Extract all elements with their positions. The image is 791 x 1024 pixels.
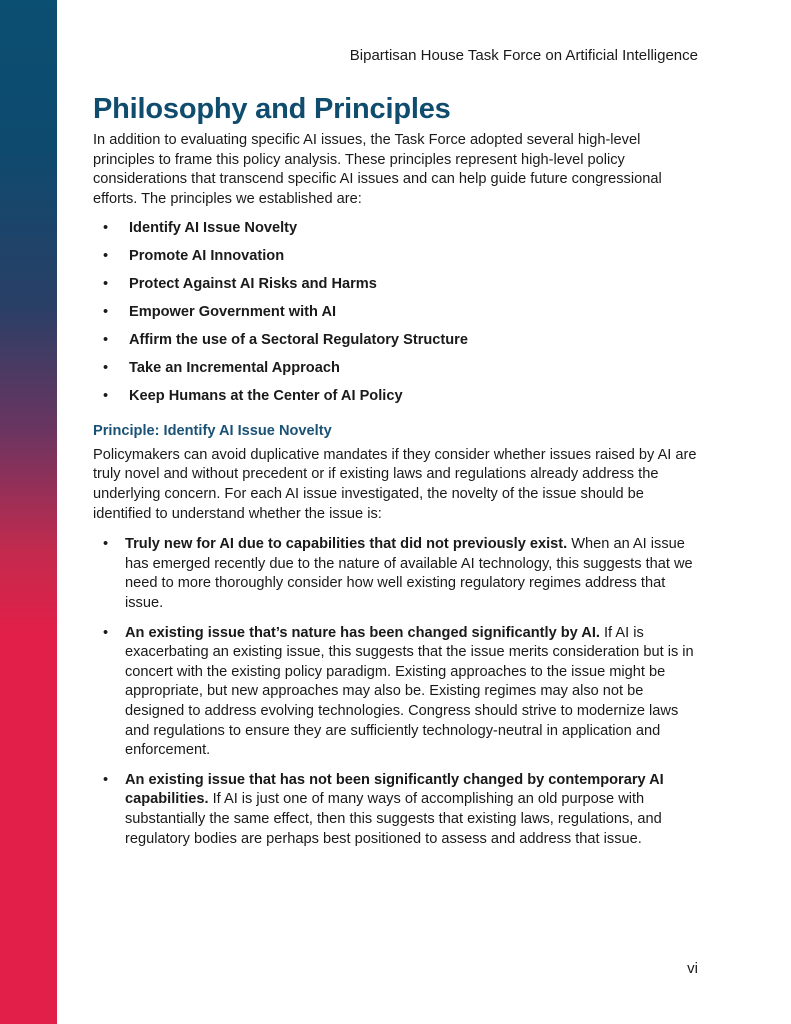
principle-item: • Empower Government with AI — [93, 303, 699, 323]
principle-item: • Affirm the use of a Sectoral Regulatory Structure — [93, 331, 699, 351]
novelty-list — [93, 535, 699, 849]
novelty-item-lead: An existing issue that has not been significantly changed by contemporary AI capabilities. — [125, 771, 664, 808]
novelty-item-text: If AI is just one of many ways of accomplishing an old purpose with substantially the same effect, then this suggests that existing laws, regulations, and regulatory bodies are perhaps best positioned to assess and address that issue. — [125, 791, 662, 847]
section-title: Philosophy and Principles — [93, 93, 451, 125]
novelty-item-text: If AI is exacerbating an existing issue, this suggests that the issue merits consideration but is in concert with the existing policy paradigm. Existing approaches to the issue might be appropriate, but new approaches may also be. Existing regimes may also not be designed to address evolving technologies. Congress should strive to modernize laws and regulations to ensure they are sufficiently technology-neutral in application and enforcement. — [125, 624, 694, 759]
subsection-body: Policymakers can avoid duplicative mandates if they consider whether issues raised by AI are truly novel and without precedent or if existing laws and regulations already address the underlying concern. For each AI issue investigated, the novelty of the issue should be identified to understand whether the issue is: — [93, 446, 697, 522]
novelty-item — [93, 535, 699, 613]
principle-item: • Identify AI Issue Novelty — [93, 219, 699, 239]
novelty-item-lead: Truly new for AI due to capabilities that did not previously exist. — [125, 536, 568, 553]
novelty-item — [93, 624, 699, 761]
subsection-title: Principle: Identify AI Issue Novelty — [93, 422, 332, 439]
decorative-sidebar-band — [0, 0, 57, 1024]
novelty-item-text: When an AI issue has emerged recently due to the nature of available AI technology, this suggests that we need to more thoroughly consider how well existing regulatory regimes address that issue. — [125, 536, 693, 612]
running-header: Bipartisan House Task Force on Artificial Intelligence — [349, 47, 698, 64]
principle-item: • Promote AI Innovation — [93, 247, 699, 267]
principle-item: • Keep Humans at the Center of AI Policy — [93, 387, 699, 407]
page-content — [93, 90, 699, 859]
novelty-item — [93, 771, 699, 849]
novelty-item-lead: An existing issue that’s nature has been changed significantly by AI. — [125, 624, 600, 641]
principle-item: • Protect Against AI Risks and Harms — [93, 275, 699, 295]
principles-list — [93, 219, 699, 407]
page-number: vi — [687, 960, 698, 977]
principle-item: • Take an Incremental Approach — [93, 359, 699, 379]
section-intro: In addition to evaluating specific AI issues, the Task Force adopted several high-level principles to frame this policy analysis. These principles represent high-level policy considerations that transcend specific AI issues and can help guide future congressional efforts. The principles we established are: — [93, 132, 662, 207]
